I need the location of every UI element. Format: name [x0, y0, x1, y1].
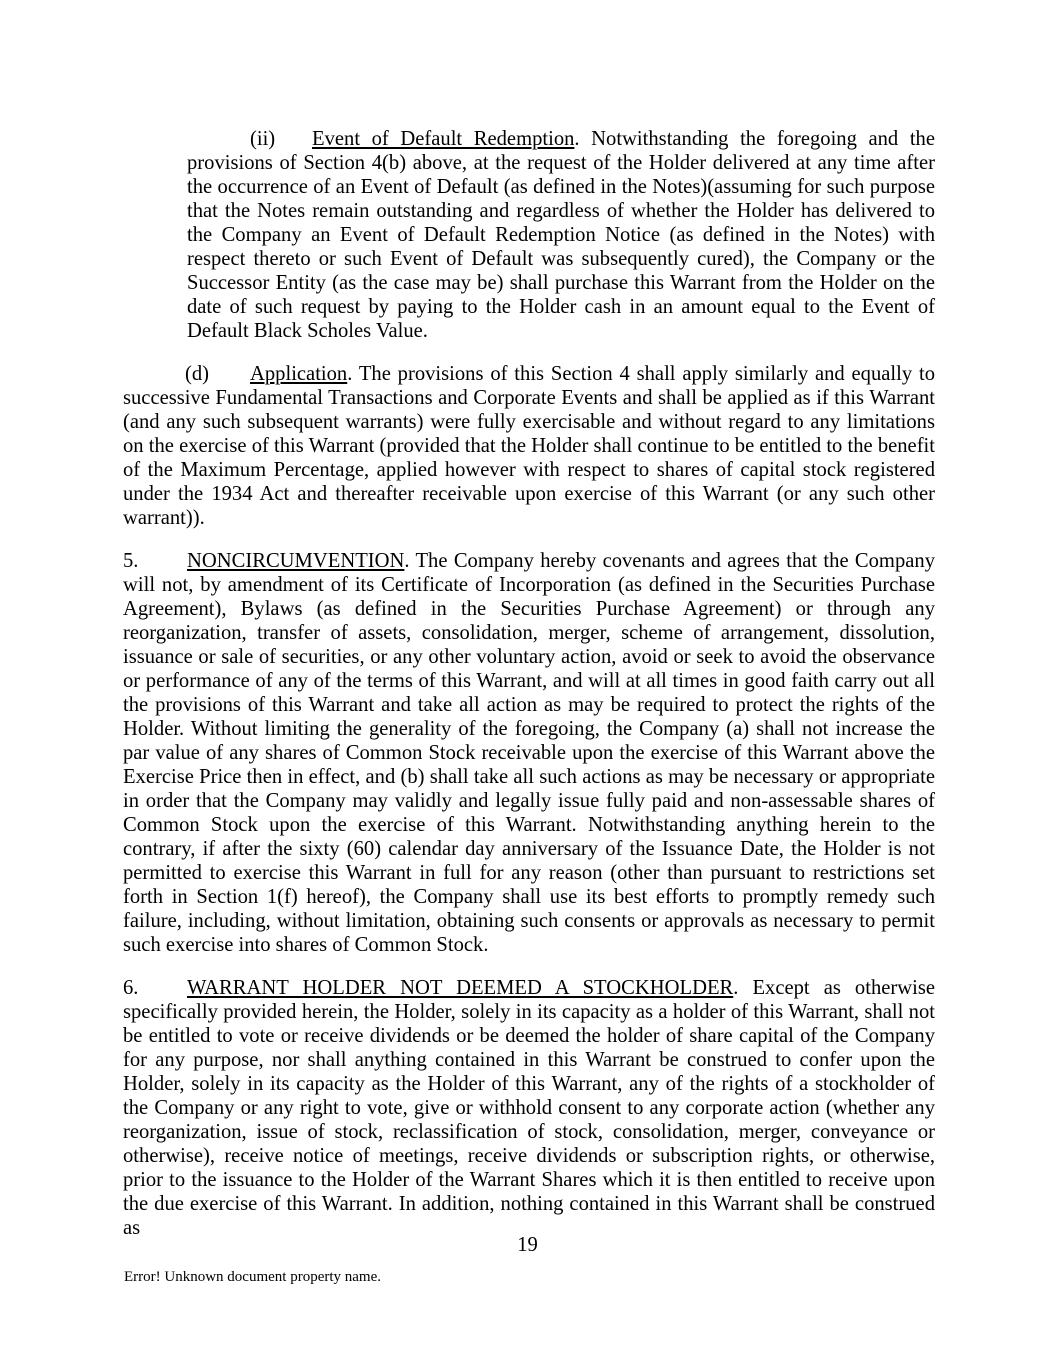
page-number: 19 — [517, 1234, 538, 1256]
footer-error-note: Error! Unknown document property name. — [124, 1269, 382, 1285]
section-number: 5. — [123, 550, 139, 572]
section-noncircumvention — [123, 549, 935, 957]
paragraph-title: Application — [250, 363, 348, 385]
section-text: . The Company hereby covenants and agrees that the Company will not, by amendment of its Certificate of Incorporation (as defined in the Securities Purchase Agreement), Bylaws (as defined in the Securities Purchase Agreement) or through any reorganization, transfer of assets, consolidation, merger, scheme of arrangement, dissolution, issuance or sale of securities, or any other voluntary action, avoid or seek to avoid the observance or performance of any of the terms of this Warrant, and will at all times in good faith carry out all the provisions of this Warrant and take all action as may be required to protect the rights of the Holder. Without limiting the generality of the foregoing, the Company (a) shall not increase the par value of any shares of Common Stock receivable upon the exercise of this Warrant above the Exercise Price then in effect, and (b) shall take all such actions as may be necessary or appropriate in order that the Company may validly and legally issue fully paid and non-assessable shares of Common Stock upon the exercise of this Warrant. Notwithstanding anything herein to the contrary, if after the sixty (60) calendar day anniversary of the Issuance Date, the Holder is not permitted to exercise this Warrant in full for any reason (other than pursuant to restrictions set forth in Section 1(f) hereof), the Company shall use its best efforts to promptly remedy such failure, including, without limitation, obtaining such consents or approvals as necessary to permit such exercise into shares of Common Stock. — [123, 550, 935, 956]
document-body — [123, 127, 935, 1259]
section-number: 6. — [123, 977, 139, 999]
paragraph-application — [123, 362, 935, 530]
paragraph-event-of-default-redemption — [187, 127, 935, 343]
paragraph-text: . Notwithstanding the foregoing and the provisions of Section 4(b) above, at the request of the Holder delivered at any time after the occurrence of an Event of Default (as defined in the Notes)(assuming for such purpose that the Notes remain outstanding and regardless of whether the Holder has delivered to the Company an Event of Default Redemption Notice (as defined in the Notes) with respect thereto or such Event of Default was subsequently cured), the Company or the Successor Entity (as the case may be) shall purchase this Warrant from the Holder on the date of such request by paying to the Holder cash in an amount equal to the Event of Default Black Scholes Value. — [187, 128, 935, 342]
section-warrant-holder-not-deemed-stockholder — [123, 976, 935, 1240]
section-title: WARRANT HOLDER NOT DEEMED A STOCKHOLDER — [187, 977, 734, 999]
section-title: NONCIRCUMVENTION — [187, 550, 405, 572]
paragraph-text: . The provisions of this Section 4 shall apply similarly and equally to successive Fundamental Transactions and Corporate Events and shall be applied as if this Warrant (and any such subsequent warrants) were fully exercisable and without regard to any limitations on the exercise of this Warrant (provided that the Holder shall continue to be entitled to the benefit of the Maximum Percentage, applied however with respect to shares of capital stock registered under the 1934 Act and thereafter receivable upon exercise of this Warrant (or any such other warrant)). — [123, 363, 935, 529]
paragraph-title: Event of Default Redemption — [312, 128, 575, 150]
paragraph-number: (d) — [185, 363, 210, 385]
section-text: . Except as otherwise specifically provided herein, the Holder, solely in its capacity as a holder of this Warrant, shall not be entitled to vote or receive dividends or be deemed the holder of share capital of the Company for any purpose, nor shall anything contained in this Warrant be construed to confer upon the Holder, solely in its capacity as the Holder of this Warrant, any of the rights of a stockholder of the Company or any right to vote, give or withhold consent to any corporate action (whether any reorganization, issue of stock, reclassification of stock, consolidation, merger, conveyance or otherwise), receive notice of meetings, receive dividends or subscription rights, or otherwise, prior to the issuance to the Holder of the Warrant Shares which it is then entitled to receive upon the due exercise of this Warrant. In addition, nothing contained in this Warrant shall be construed as — [123, 977, 935, 1239]
paragraph-number: (ii) — [250, 128, 276, 150]
